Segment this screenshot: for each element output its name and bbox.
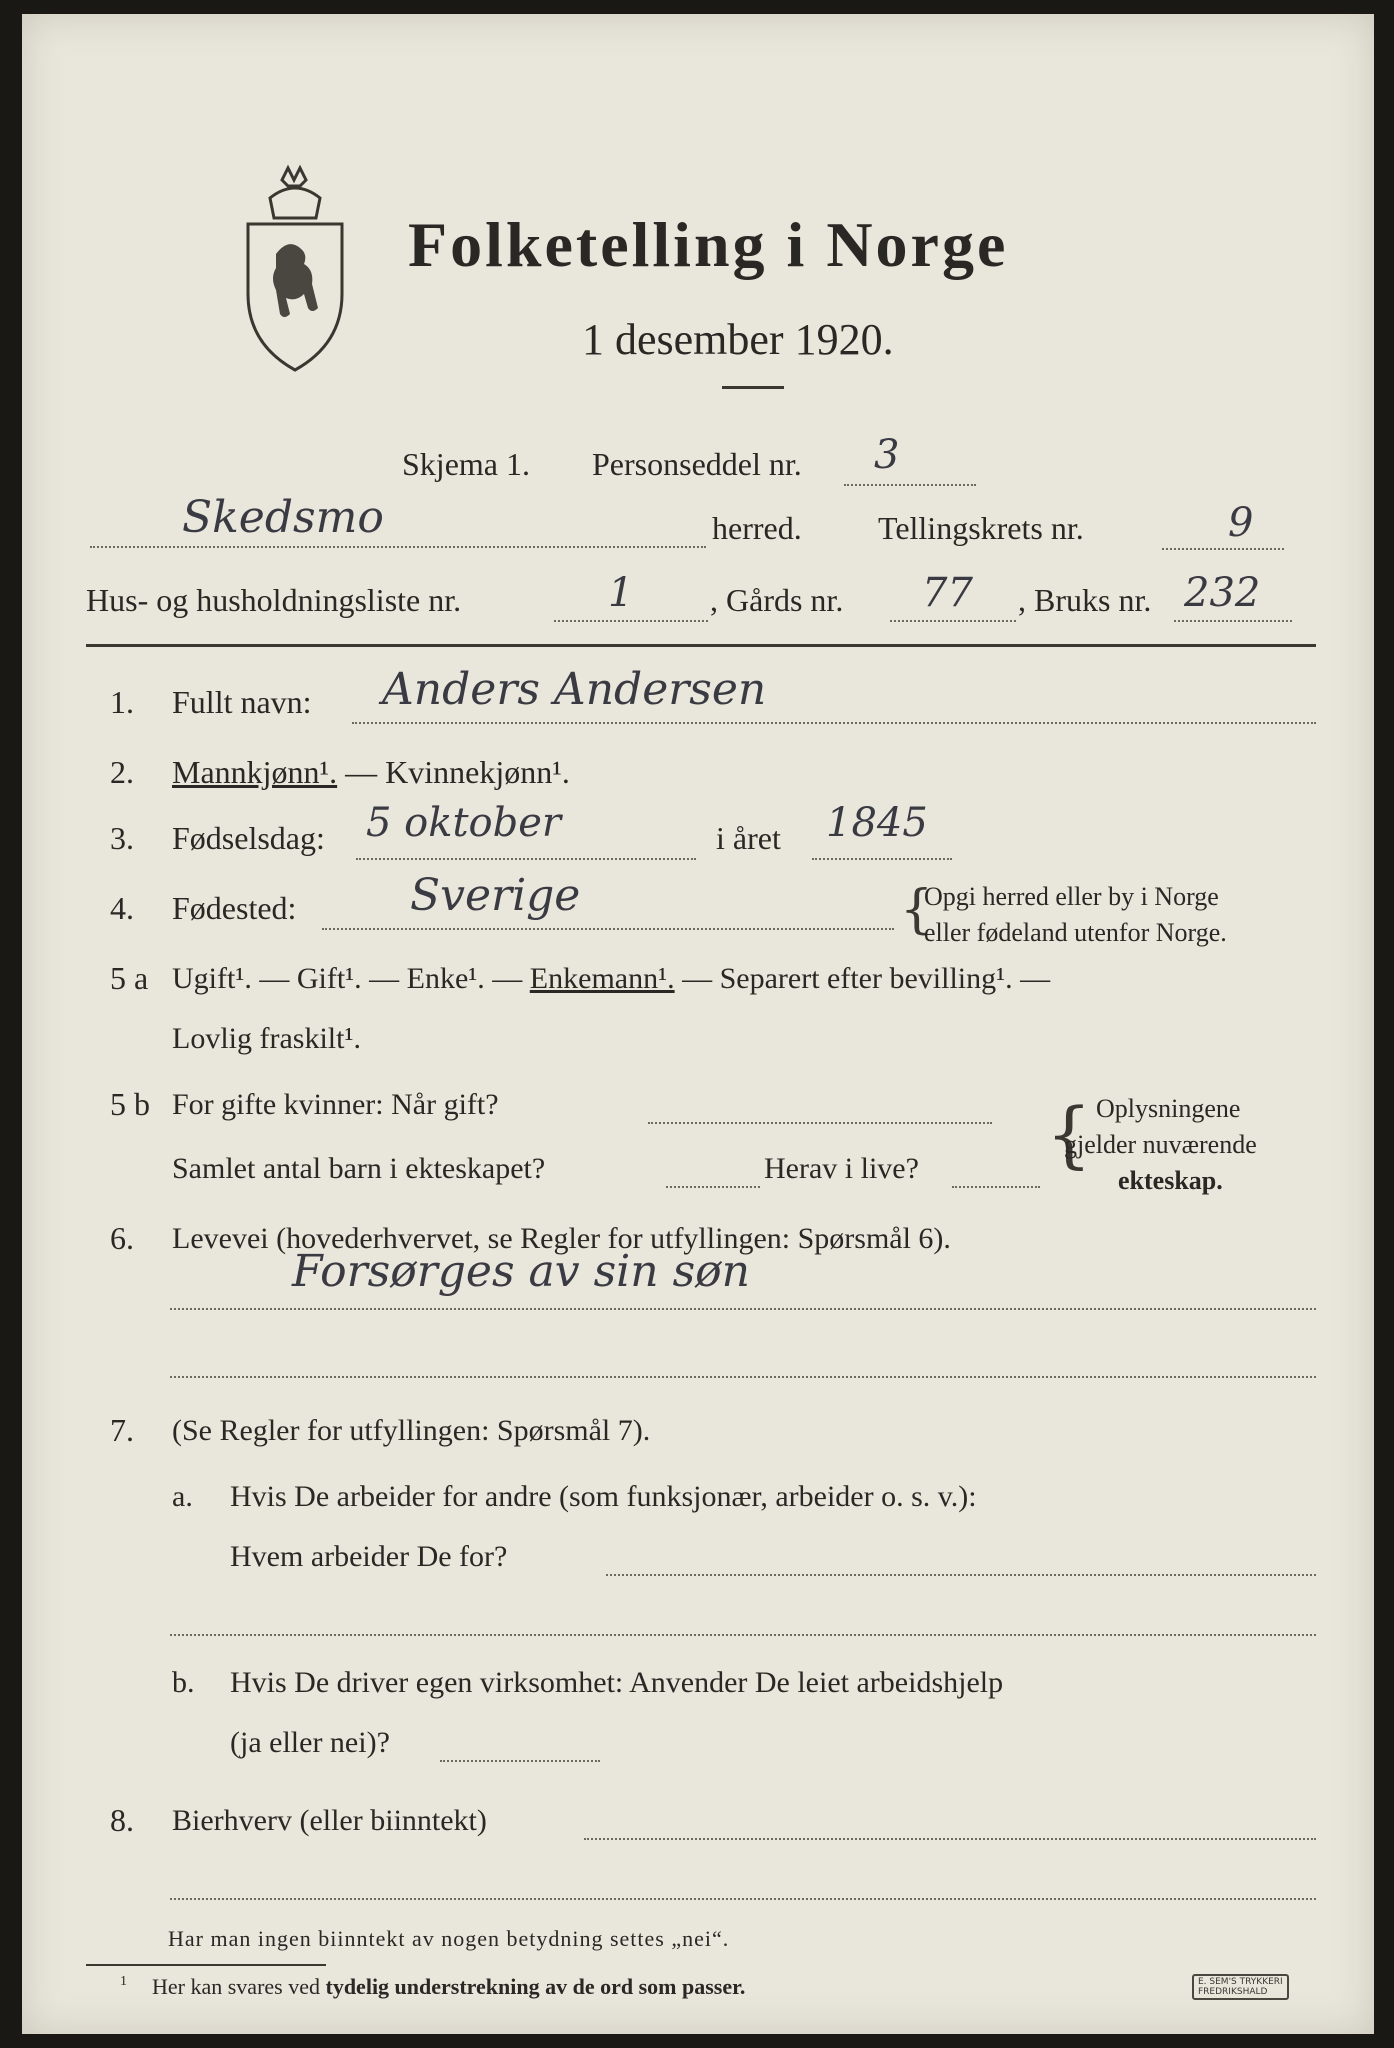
year-label: i året: [716, 820, 781, 856]
employer-line-1: [606, 1574, 1316, 1576]
q7b-letter: b.: [172, 1666, 195, 1699]
q4-label: Fødested:: [172, 890, 297, 926]
gender-options: [172, 754, 570, 791]
hus-line: [554, 620, 708, 622]
gards-label: , Gårds nr.: [710, 582, 844, 618]
ugift-option[interactable]: Ugift¹.: [172, 962, 252, 995]
side-income-line-1: [584, 1838, 1316, 1840]
skjema-label: Skjema 1.: [402, 446, 530, 482]
bruks-value[interactable]: 232: [1184, 570, 1261, 616]
personseddel-label: Personseddel nr.: [592, 446, 802, 482]
occupation-value[interactable]: Forsørges av sin søn: [292, 1246, 750, 1297]
tellingskrets-value[interactable]: 9: [1228, 500, 1254, 546]
lion-icon: [273, 244, 318, 317]
birthplace-line: [322, 928, 894, 930]
q5b-note-line1: Oplysningene: [1096, 1094, 1241, 1123]
side-income-line-2: [170, 1898, 1316, 1900]
q4-brace: {: [900, 880, 934, 940]
hired-help-line: [440, 1760, 600, 1762]
q3-label: Fødselsdag:: [172, 820, 325, 856]
q4-note-line2: eller fødeland utenfor Norge.: [924, 918, 1227, 947]
q5b-note-line2: gjelder nuværende: [1064, 1130, 1257, 1159]
q6-label: Levevei (hovederhvervet, se Regler for utfyllingen: Spørsmål 6).: [172, 1222, 951, 1255]
enke-option[interactable]: Enke¹.: [406, 962, 485, 995]
occupation-line-1: [170, 1308, 1316, 1310]
form-title: Folketelling i Norge: [408, 209, 1009, 280]
personseddel-value[interactable]: 3: [874, 432, 900, 478]
birthdate-value[interactable]: 5 oktober: [366, 800, 562, 846]
q8-label: Bierhverv (eller biinntekt): [172, 1804, 487, 1837]
occupation-line-2: [170, 1376, 1316, 1378]
birthplace-value[interactable]: Sverige: [410, 870, 581, 921]
q7b-line1: Hvis De driver egen virksomhet: Anvender De leiet arbeidshjelp: [230, 1666, 1004, 1699]
bruks-line: [1174, 620, 1292, 622]
q6-number: 6.: [110, 1220, 134, 1256]
bruks-label: , Bruks nr.: [1018, 582, 1152, 618]
q1-number: 1.: [110, 684, 134, 720]
q4-number: 4.: [110, 890, 134, 926]
tellingskrets-label: Tellingskrets nr.: [878, 510, 1084, 546]
tellingskrets-line: [1162, 548, 1284, 550]
q7b-line2: (ja eller nei)?: [230, 1726, 390, 1759]
gender-separator: —: [337, 754, 386, 790]
q7-number: 7.: [110, 1412, 134, 1448]
q5b-brace: {: [1046, 1092, 1092, 1176]
q8-number: 8.: [110, 1802, 134, 1838]
side-income-note: Har man ingen biinntekt av nogen betydning settes „nei“.: [168, 1926, 730, 1951]
herred-label: herred.: [712, 510, 802, 546]
footnote-mark: 1: [120, 1974, 127, 1989]
q5b-children-label: Samlet antal barn i ekteskapet?: [172, 1152, 546, 1185]
herred-line: [90, 546, 706, 548]
q5b-married-label: For gifte kvinner: Når gift?: [172, 1088, 499, 1121]
footnote-rule: [86, 1964, 326, 1966]
children-count-line: [666, 1186, 760, 1188]
q5b-alive-label: Herav i live?: [764, 1152, 919, 1185]
herred-value[interactable]: Skedsmo: [182, 492, 384, 543]
gards-line: [890, 620, 1016, 622]
q3-number: 3.: [110, 820, 134, 856]
fraskilt-option[interactable]: Lovlig fraskilt¹.: [172, 1022, 361, 1055]
q7-label: (Se Regler for utfyllingen: Spørsmål 7).: [172, 1414, 651, 1447]
employer-line-2: [170, 1634, 1316, 1636]
hus-label: Hus- og husholdningsliste nr.: [86, 582, 462, 618]
children-alive-line: [952, 1186, 1040, 1188]
q7a-line2: Hvem arbeider De for?: [230, 1540, 508, 1573]
personseddel-line: [844, 484, 976, 486]
birthyear-line: [812, 858, 952, 860]
q5a-number: 5 a: [110, 960, 149, 996]
married-when-line: [648, 1122, 992, 1124]
q7a-letter: a.: [172, 1480, 193, 1513]
q2-number: 2.: [110, 754, 134, 790]
gards-value[interactable]: 77: [922, 570, 973, 616]
q4-note-line1: Opgi herred eller by i Norge: [924, 882, 1219, 911]
male-option[interactable]: Mannkjønn¹.: [172, 754, 338, 790]
q7a-line1: Hvis De arbeider for andre (som funksjonær, arbeider o. s. v.):: [230, 1480, 977, 1513]
q5b-note-line3: ekteskap.: [1118, 1166, 1223, 1195]
gift-option[interactable]: Gift¹.: [296, 962, 362, 995]
enkemann-option[interactable]: Enkemann¹.: [529, 962, 675, 995]
marital-status-options: Ugift¹. — Gift¹. — Enke¹. — Enkemann¹. — Separert efter bevilling¹. —: [172, 962, 1051, 995]
female-option[interactable]: Kvinnekjønn¹.: [385, 754, 570, 790]
q5b-number: 5 b: [110, 1086, 150, 1122]
census-form-sheet: [22, 14, 1374, 2034]
hus-value[interactable]: 1: [608, 570, 634, 616]
birthyear-value[interactable]: 1845: [826, 800, 928, 846]
printer-stamp: E. SEM'S TRYKKERI FREDRIKSHALD: [1192, 1974, 1289, 2000]
header-rule: [86, 644, 1316, 647]
q1-label: Fullt navn:: [172, 684, 312, 720]
separert-option[interactable]: Separert efter bevilling¹.: [719, 962, 1013, 995]
form-date: 1 desember 1920.: [582, 315, 894, 364]
q1-line: [352, 722, 1316, 724]
footnote-text: Her kan svares ved tydelig understrekning av de ord som passer.: [152, 1974, 746, 1999]
birthdate-line: [356, 858, 696, 860]
title-divider: [722, 386, 784, 389]
coat-of-arms-icon: [240, 158, 350, 378]
full-name-value[interactable]: Anders Andersen: [382, 664, 767, 715]
